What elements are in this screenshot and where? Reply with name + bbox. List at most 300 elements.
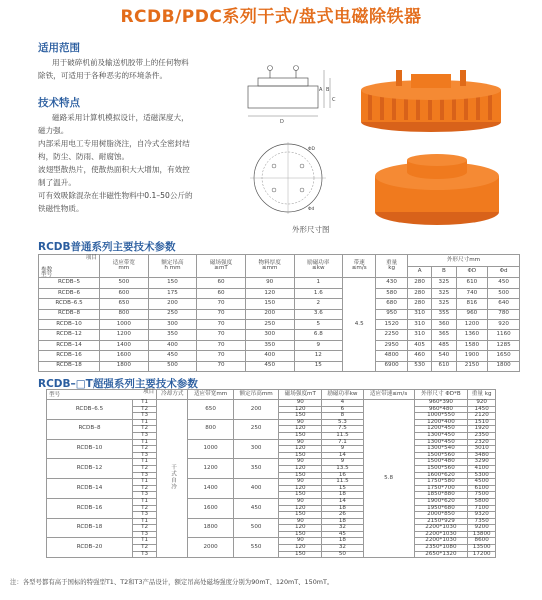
cell-kg: 2320 (468, 439, 496, 446)
cell-dims: 1500*560 (414, 452, 468, 459)
table-row (39, 351, 520, 361)
cell-dims: 1000*550 (414, 413, 468, 420)
cell-mt: 70 (197, 340, 246, 350)
col-width: 适应带宽 mm (100, 255, 149, 278)
cell-phid2: 780 (488, 309, 520, 319)
cell-mt: 90 (279, 400, 322, 407)
page-title: RCDB/PDC系列干式/盘式电磁除铁器 (120, 7, 422, 27)
cell-b: 325 (432, 278, 456, 288)
cell-width: 1200 (188, 459, 234, 479)
cell-width: 1000 (188, 439, 234, 459)
cell-phid2: 1800 (488, 361, 520, 371)
cell-width: 650 (100, 299, 149, 309)
cell-phid: 740 (456, 288, 488, 298)
cell-width: 1200 (100, 330, 149, 340)
col-cooling: 冷却方式 (157, 390, 188, 400)
cell-type: T3 (133, 432, 157, 439)
cell-height: 400 (233, 479, 279, 499)
cell-type: T3 (133, 512, 157, 519)
cell-kg: 1450 (468, 406, 496, 413)
cell-kw: 5 (294, 319, 343, 329)
magnet-photo-side (356, 60, 506, 140)
cell-mt: 150 (279, 413, 322, 420)
table-row (39, 309, 520, 319)
cell-kg: 9320 (468, 512, 496, 519)
cell-kg: 7500 (468, 492, 496, 499)
cell-kw: 11.5 (322, 432, 363, 439)
cell-thick: 300 (245, 330, 294, 340)
cell-kg: 8600 (468, 538, 496, 545)
cell-phid: 1580 (456, 340, 488, 350)
scope-line: 除铁，可适用于各种恶劣的环境条件。 (38, 71, 168, 80)
scope-heading: 适用范围 (38, 42, 80, 54)
cell-model: RCDB–10 (39, 319, 100, 329)
col-kw: 励磁功率kw (322, 390, 363, 400)
cell-dims: 2650*1320 (414, 551, 468, 558)
col-width: 适应带宽mm (188, 390, 234, 400)
cell-model: RCDB–12 (39, 330, 100, 340)
col-a: A (407, 266, 431, 278)
cell-kg: 2350 (468, 432, 496, 439)
cell-kg: 680 (376, 299, 408, 309)
col-height: 额定吊高 h mm (148, 255, 197, 278)
cell-kg: 7100 (468, 505, 496, 512)
cell-dims: 1500*560 (414, 465, 468, 472)
cell-model: RCDB–16 (47, 498, 133, 518)
col-kw: 励磁功率 ≤kw (294, 255, 343, 278)
cell-mt: 90 (279, 498, 322, 505)
cell-mt: 90 (279, 518, 322, 525)
table-row (47, 498, 496, 505)
cell-kg: 9200 (468, 525, 496, 532)
header-param: 参数 (41, 266, 53, 273)
cell-kg: 2950 (376, 340, 408, 350)
cell-kw: 5.3 (322, 419, 363, 426)
cell-model: RCDB–5 (39, 278, 100, 288)
cell-dims: 1200*400 (414, 419, 468, 426)
cell-dims: 1300*540 (414, 446, 468, 453)
cell-type: T3 (133, 472, 157, 479)
cell-a: 310 (407, 330, 431, 340)
rcdb-t-table (46, 389, 496, 558)
cell-model: RCDB–14 (39, 340, 100, 350)
cell-width: 800 (100, 309, 149, 319)
cell-width: 800 (188, 419, 234, 439)
cell-a: 310 (407, 319, 431, 329)
cell-model: RCDB–10 (47, 439, 133, 459)
cell-kw: 13.5 (322, 465, 363, 472)
cell-model: RCDB–18 (39, 361, 100, 371)
cell-kw: 32 (322, 545, 363, 552)
cell-b: 540 (432, 351, 456, 361)
cell-kw: 16 (322, 472, 363, 479)
table-row (39, 299, 520, 309)
cell-phid2: 640 (488, 299, 520, 309)
feature-line: 可有效吸除混杂在非磁性物料中0.1–50公斤的 (38, 191, 193, 200)
cell-phid2: 920 (488, 319, 520, 329)
cell-thick: 450 (245, 361, 294, 371)
cell-dims: 2000*850 (414, 512, 468, 519)
label-d: D (280, 119, 284, 125)
col-mt: 磁场强度 ≥mT (197, 255, 246, 278)
cell-kw: 6.8 (294, 330, 343, 340)
cell-mt: 70 (197, 319, 246, 329)
cell-kw: 14 (322, 498, 363, 505)
cell-mt: 120 (279, 485, 322, 492)
cell-kg: 3290 (468, 459, 496, 466)
feature-line: 内部采用电工专用树脂浇注，自冷式全密封结 (38, 139, 190, 148)
cell-cooling (157, 400, 188, 558)
cell-type: T2 (133, 406, 157, 413)
col-kg: 重量 kg (376, 255, 408, 278)
cell-height: 500 (148, 361, 197, 371)
cell-b: 325 (432, 299, 456, 309)
cell-kg: 1520 (376, 319, 408, 329)
cell-type: T2 (133, 446, 157, 453)
cell-mt: 90 (279, 459, 322, 466)
cell-height: 350 (148, 330, 197, 340)
cell-phid: 816 (456, 299, 488, 309)
cell-kw: 15 (322, 485, 363, 492)
cell-speed: 5.8 (363, 400, 414, 558)
cell-thick: 150 (245, 299, 294, 309)
cell-a: 310 (407, 309, 431, 319)
cell-width: 1000 (100, 319, 149, 329)
cell-height: 500 (233, 518, 279, 538)
cell-width: 1800 (188, 518, 234, 538)
cell-phid: 610 (456, 278, 488, 288)
cell-a: 280 (407, 278, 431, 288)
cell-dims: 1600*620 (414, 472, 468, 479)
cell-type: T3 (133, 492, 157, 499)
table-row (39, 330, 520, 340)
cell-kg: 7350 (468, 518, 496, 525)
cell-height: 350 (233, 459, 279, 479)
cell-dims: 1900*620 (414, 498, 468, 505)
cell-mt: 120 (279, 545, 322, 552)
cell-kg: 4100 (468, 465, 496, 472)
cell-mt: 90 (279, 538, 322, 545)
cell-width: 2000 (188, 538, 234, 558)
cell-type: T3 (133, 531, 157, 538)
cell-b: 610 (432, 361, 456, 371)
cell-mt: 90 (279, 419, 322, 426)
cell-kw: 50 (322, 551, 363, 558)
cell-height: 550 (233, 538, 279, 558)
cell-phid2: 450 (488, 278, 520, 288)
table1-heading: RCDB普通系列主要技术参数 (38, 241, 176, 253)
cell-type: T2 (133, 525, 157, 532)
cell-kg: 4500 (468, 479, 496, 486)
cell-mt: 70 (197, 361, 246, 371)
label-phid2: Φd (308, 207, 315, 212)
cell-width: 1400 (100, 340, 149, 350)
cell-kw: 12 (294, 351, 343, 361)
cell-kw: 15 (294, 361, 343, 371)
features-heading: 技术特点 (38, 97, 80, 109)
cell-thick: 400 (245, 351, 294, 361)
cell-dims: 2350*1080 (414, 545, 468, 552)
cell-thick: 90 (245, 278, 294, 288)
footnote: 注：各型号都有高于国标的特强型T1、T2和T3产品设计，额定吊高处磁场强度分别为90mT、120mT、150mT。 (10, 578, 334, 586)
cell-kg: 4800 (376, 351, 408, 361)
label-b: B (326, 87, 330, 93)
cell-kw: 18 (322, 518, 363, 525)
cell-kw: 11.5 (322, 479, 363, 486)
col-kg: 重量 kg (468, 390, 496, 400)
cell-type: T1 (133, 518, 157, 525)
header-item: 项目 (85, 255, 97, 261)
cell-kg: 1920 (468, 426, 496, 433)
cell-mt: 70 (197, 330, 246, 340)
cell-type: T1 (133, 479, 157, 486)
cell-kw: 2 (294, 299, 343, 309)
cell-model: RCDB–6.5 (39, 299, 100, 309)
cell-phid2: 500 (488, 288, 520, 298)
cell-width: 1800 (100, 361, 149, 371)
cell-dims: 1950*680 (414, 505, 468, 512)
cell-dims: 2200*1030 (414, 538, 468, 545)
cell-kw: 7.5 (322, 426, 363, 433)
cell-mt: 150 (279, 472, 322, 479)
cell-mt: 70 (197, 351, 246, 361)
cell-height: 200 (233, 400, 279, 420)
cell-b: 355 (432, 309, 456, 319)
cell-type: T1 (133, 400, 157, 407)
cell-kg: 3480 (468, 452, 496, 459)
cell-kw: 18 (322, 492, 363, 499)
cell-kw: 9 (322, 446, 363, 453)
cell-width: 500 (100, 278, 149, 288)
label-a: A (319, 87, 323, 93)
cell-thick: 200 (245, 309, 294, 319)
cell-mt: 150 (279, 452, 322, 459)
cell-kw: 45 (322, 531, 363, 538)
cell-mt: 150 (279, 531, 322, 538)
corner-cell (39, 255, 100, 278)
cell-height: 200 (148, 299, 197, 309)
cell-a: 280 (407, 299, 431, 309)
col-b: B (432, 266, 456, 278)
feature-line: 磁路采用计算机模拟设计，适磁深度大， (52, 113, 189, 122)
cell-width: 650 (188, 400, 234, 420)
cell-model: RCDB–18 (47, 518, 133, 538)
cell-mt: 120 (279, 505, 322, 512)
cell-model: RCDB–8 (39, 309, 100, 319)
cell-dims: 1850*880 (414, 492, 468, 499)
magnet-photo-angle (372, 148, 502, 228)
cell-kw: 32 (322, 525, 363, 532)
cell-width: 1600 (100, 351, 149, 361)
cell-dims: 1300*450 (414, 432, 468, 439)
cell-mt: 120 (279, 426, 322, 433)
cell-kg: 3010 (468, 446, 496, 453)
cell-kw: 1.6 (294, 288, 343, 298)
cell-dims: 960*390 (414, 400, 468, 407)
header-model: 型号 (49, 392, 61, 399)
cell-phid: 1900 (456, 351, 488, 361)
col-phid: ΦD (456, 266, 488, 278)
cell-type: T1 (133, 538, 157, 545)
cell-model: RCDB–6.5 (47, 400, 133, 420)
scope-line: 用于破碎机前及输送机胶带上的任何物料 (52, 58, 189, 67)
cell-width: 600 (100, 288, 149, 298)
cell-a: 460 (407, 351, 431, 361)
col-dims: 外形尺寸mm (407, 255, 519, 267)
cell-phid: 1360 (456, 330, 488, 340)
table-row (39, 361, 520, 371)
feature-line: 磁力强。 (38, 126, 69, 135)
cell-type: T2 (133, 545, 157, 552)
cell-height: 175 (148, 288, 197, 298)
cell-kg: 2250 (376, 330, 408, 340)
cell-mt: 70 (197, 309, 246, 319)
col-mt: 磁场强度mT (279, 390, 322, 400)
cell-type: T2 (133, 505, 157, 512)
cell-kw: 7.1 (322, 439, 363, 446)
cell-kg: 2120 (468, 413, 496, 420)
cell-mt: 120 (279, 446, 322, 453)
cell-model: RCDB–14 (47, 479, 133, 499)
cell-kw: 18 (322, 505, 363, 512)
top-view-drawing (246, 140, 330, 216)
scope-text (38, 56, 189, 82)
cell-type: T3 (133, 551, 157, 558)
table2-heading: RCDB–□T超强系列主要技术参数 (38, 378, 198, 390)
cell-height: 450 (233, 498, 279, 518)
cell-kg: 920 (468, 400, 496, 407)
cell-phid2: 1160 (488, 330, 520, 340)
cell-mt: 70 (197, 299, 246, 309)
cell-kw: 9 (322, 459, 363, 466)
cell-kw: 26 (322, 512, 363, 519)
cell-mt: 90 (279, 479, 322, 486)
cell-kg: 13500 (468, 545, 496, 552)
cell-dims: 1500*480 (414, 459, 468, 466)
cell-height: 300 (233, 439, 279, 459)
cell-model: RCDB–12 (47, 459, 133, 479)
label-phid: ΦD (308, 147, 316, 152)
cell-kw: 1 (294, 278, 343, 288)
cell-b: 365 (432, 330, 456, 340)
cell-dims: 1300*450 (414, 439, 468, 446)
cell-type: T2 (133, 465, 157, 472)
cell-thick: 350 (245, 340, 294, 350)
cell-mt: 150 (279, 551, 322, 558)
cell-kw: 8 (322, 413, 363, 420)
side-view-drawing (240, 56, 340, 126)
rcdb-standard-table (38, 254, 520, 372)
cell-dims: 2200*1030 (414, 531, 468, 538)
cell-kw: 6 (322, 406, 363, 413)
cell-width: 1600 (188, 498, 234, 518)
cell-mt: 150 (279, 492, 322, 499)
cell-type: T1 (133, 459, 157, 466)
cell-type: T1 (133, 498, 157, 505)
cell-kw: 18 (322, 538, 363, 545)
cell-phid2: 1650 (488, 351, 520, 361)
cell-kg: 6900 (376, 361, 408, 371)
cell-b: 485 (432, 340, 456, 350)
table-row (39, 319, 520, 329)
cell-type: T1 (133, 419, 157, 426)
cell-dims: 1750*580 (414, 479, 468, 486)
cell-speed: 4.5 (343, 278, 376, 372)
cell-dims: 2200*1030 (414, 525, 468, 532)
cell-kg: 430 (376, 278, 408, 288)
cell-b: 325 (432, 288, 456, 298)
col-dims: 外形尺寸 ΦD*B (414, 390, 468, 400)
cell-type: T3 (133, 452, 157, 459)
cell-b: 360 (432, 319, 456, 329)
cell-model: RCDB–6 (39, 288, 100, 298)
cell-dims: 960*480 (414, 406, 468, 413)
col-thick: 物料厚度 ≤mm (245, 255, 294, 278)
cell-kg: 580 (376, 288, 408, 298)
cell-phid: 960 (456, 309, 488, 319)
cell-mt: 90 (279, 439, 322, 446)
cell-mt: 120 (279, 406, 322, 413)
corner-cell (47, 390, 157, 400)
cell-model: RCDB–8 (47, 419, 133, 439)
cell-mt: 60 (197, 288, 246, 298)
cell-dims: 1200*450 (414, 426, 468, 433)
cell-kw: 4 (322, 400, 363, 407)
cell-mt: 150 (279, 512, 322, 519)
table-row (39, 288, 520, 298)
cell-dims: 1750*700 (414, 485, 468, 492)
col-speed: 带速 ≤m/s (343, 255, 376, 278)
cell-height: 400 (148, 340, 197, 350)
cell-mt: 120 (279, 465, 322, 472)
cell-kg: 5800 (468, 498, 496, 505)
cell-model: RCDB–20 (47, 538, 133, 558)
cell-kg: 5300 (468, 472, 496, 479)
cell-width: 1400 (188, 479, 234, 499)
col-phid2: Φd (488, 266, 520, 278)
cooling-text: 干式自冷 (170, 464, 177, 491)
cell-a: 530 (407, 361, 431, 371)
cell-phid: 1200 (456, 319, 488, 329)
cell-model: RCDB–16 (39, 351, 100, 361)
table-row (39, 278, 520, 288)
cell-height: 300 (148, 319, 197, 329)
cell-phid: 2150 (456, 361, 488, 371)
cell-kg: 17200 (468, 551, 496, 558)
feature-line: 波翅型散热片，使散热面积大大增加，有效控 (38, 165, 190, 174)
col-height: 额定吊高mm (233, 390, 279, 400)
cell-height: 250 (233, 419, 279, 439)
cell-height: 250 (148, 309, 197, 319)
cell-height: 150 (148, 278, 197, 288)
header-item: 项目 (143, 389, 155, 395)
col-speed: 适应带速≤m/s (363, 390, 414, 400)
cell-type: T1 (133, 439, 157, 446)
table-row (39, 340, 520, 350)
cell-kg: 1510 (468, 419, 496, 426)
cell-type: T3 (133, 413, 157, 420)
cell-mt: 120 (279, 525, 322, 532)
cell-thick: 250 (245, 319, 294, 329)
cell-kg: 13800 (468, 531, 496, 538)
cell-type: T2 (133, 485, 157, 492)
header-model: 型号 (41, 271, 53, 278)
cell-mt: 60 (197, 278, 246, 288)
cell-dims: 2150*929 (414, 518, 468, 525)
cell-kw: 3.6 (294, 309, 343, 319)
cell-kg: 6100 (468, 485, 496, 492)
cell-thick: 120 (245, 288, 294, 298)
